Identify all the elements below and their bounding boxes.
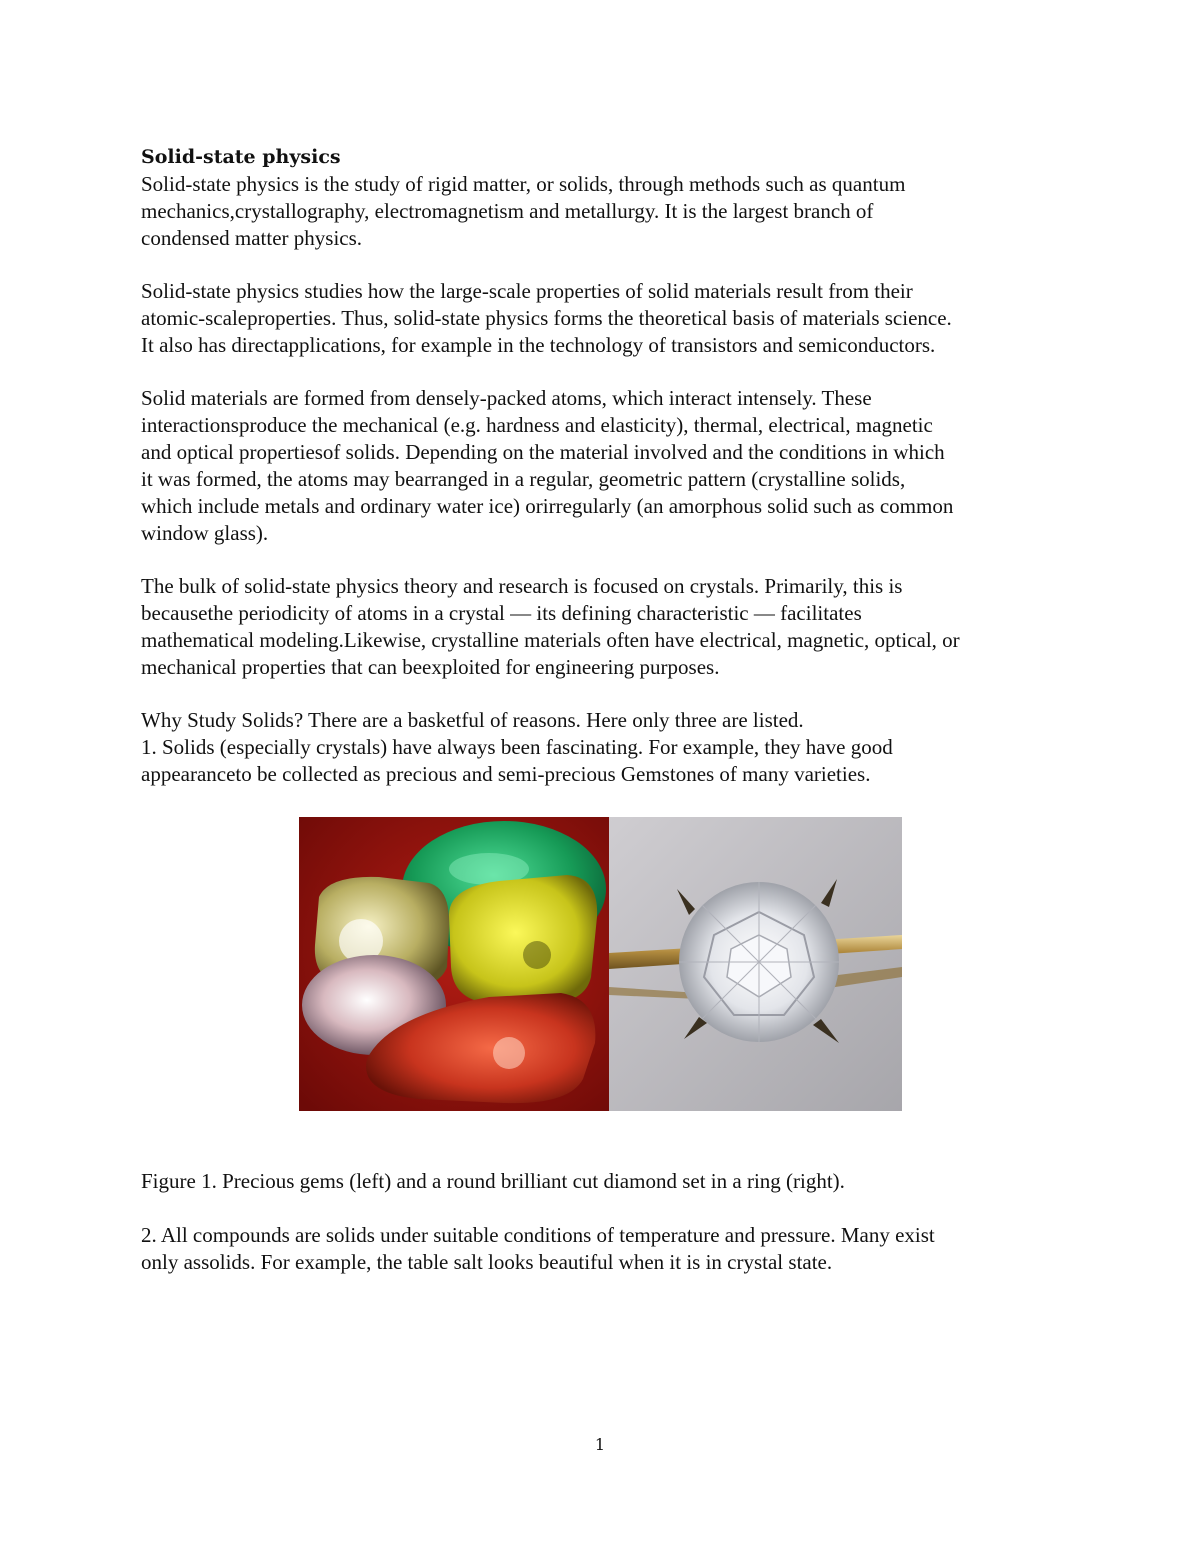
paragraph-compounds: [141, 1222, 1071, 1276]
text-line: appearanceto be collected as precious and semi-precious Gemstones of many varieties.: [141, 762, 871, 786]
text-line: mechanics,crystallography, electromagnetism and metallurgy. It is the largest branch of: [141, 199, 874, 223]
text-line: only assolids. For example, the table salt looks beautiful when it is in crystal state.: [141, 1250, 833, 1274]
text-line: 2. All compounds are solids under suitable conditions of temperature and pressure. Many exist: [141, 1223, 935, 1247]
text-line: and optical propertiesof solids. Depending on the material involved and the conditions in which: [141, 440, 945, 464]
text-line: Solid materials are formed from densely-packed atoms, which interact intensely. These: [141, 386, 872, 410]
text-line: Solid-state physics studies how the large-scale properties of solid materials result from their: [141, 279, 913, 303]
paragraph-intro: [141, 144, 1071, 252]
text-line: condensed matter physics.: [141, 226, 363, 250]
paragraph-atoms: [141, 385, 1071, 547]
paragraph-properties: [141, 278, 1071, 359]
section-heading: Solid-state physics: [141, 146, 341, 168]
text-line: It also has directapplications, for example in the technology of transistors and semiconductors.: [141, 333, 936, 357]
text-line: atomic-scaleproperties. Thus, solid-state physics forms the theoretical basis of materials science.: [141, 306, 952, 330]
yellow-gem: [449, 875, 597, 1003]
page-number: 1: [594, 1435, 606, 1454]
figure-caption: Figure 1. Precious gems (left) and a round brilliant cut diamond set in a ring (right).: [141, 1169, 845, 1193]
text-line: mathematical modeling.Likewise, crystalline materials often have electrical, magnetic, optical, or: [141, 628, 960, 652]
text-line: window glass).: [141, 521, 269, 545]
text-line: The bulk of solid-state physics theory and research is focused on crystals. Primarily, this is: [141, 574, 903, 598]
text-line: mechanical properties that can beexploited for engineering purposes.: [141, 655, 720, 679]
text-line: Solid-state physics is the study of rigid matter, or solids, through methods such as quantum: [141, 172, 906, 196]
text-line: 1. Solids (especially crystals) have always been fascinating. For example, they have good: [141, 735, 893, 759]
text-line: Why Study Solids? There are a basketful of reasons. Here only three are listed.: [141, 708, 804, 732]
paragraph-why-study: [141, 707, 1071, 788]
text-line: becausethe periodicity of atoms in a crystal — its defining characteristic — facilitates: [141, 601, 862, 625]
figure-gems-diamond: [299, 817, 902, 1111]
body-text: [141, 144, 1071, 814]
text-line: it was formed, the atoms may bearranged in a regular, geometric pattern (crystalline solids,: [141, 467, 906, 491]
figure-image: [299, 817, 902, 1111]
text-line: interactionsproduce the mechanical (e.g. hardness and elasticity), thermal, electrical, magnetic: [141, 413, 933, 437]
text-line: which include metals and ordinary water ice) orirregularly (an amorphous solid such as common: [141, 494, 954, 518]
paragraph-crystals: [141, 573, 1071, 681]
